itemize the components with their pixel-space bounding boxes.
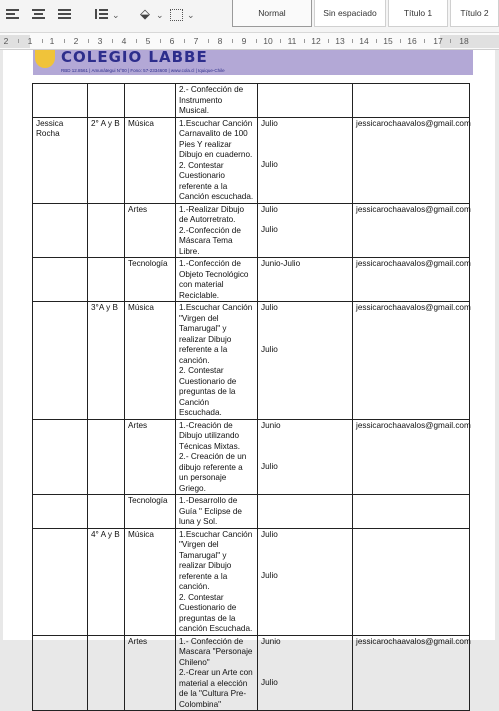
activity-item: 1.-Desarrollo de Guía " Eclipse de luna y Sol. <box>179 496 242 526</box>
table-row <box>33 302 470 420</box>
ruler-tick <box>64 39 65 43</box>
activity-cell[interactable] <box>176 203 258 258</box>
email-cell[interactable]: jessicarochaavalos@gmail.com <box>353 258 470 302</box>
email-cell[interactable] <box>353 528 470 635</box>
school-header-banner <box>33 50 473 80</box>
ruler-number: 2 <box>73 36 79 46</box>
ruler-tick <box>304 39 305 43</box>
justify-icon[interactable] <box>58 9 72 21</box>
date-item: Junio-Julio <box>261 259 301 268</box>
chevron-down-icon[interactable]: ⌄ <box>187 10 195 20</box>
ruler-tick <box>256 39 257 43</box>
subject-cell[interactable] <box>125 84 176 118</box>
paint-bucket-icon[interactable]: ⬙ <box>140 6 150 21</box>
email-cell[interactable] <box>353 495 470 529</box>
style-no-spacing[interactable]: Sin espaciado <box>314 0 386 27</box>
date-cell[interactable] <box>258 528 353 635</box>
table-row <box>33 203 470 258</box>
line-spacing-icon[interactable] <box>94 9 108 21</box>
table-row <box>33 419 470 495</box>
activity-item: 1.-Creación de Dibujo utilizando Técnicas Mixtas. <box>179 420 240 451</box>
ruler-number: 2 <box>3 36 9 46</box>
course-cell[interactable]: 4° A y B <box>88 528 125 635</box>
date-cell[interactable] <box>258 258 353 302</box>
ruler-number: 5 <box>145 36 151 46</box>
ruler-tick <box>112 39 113 43</box>
style-heading-1[interactable]: Título 1 <box>388 0 448 27</box>
teacher-cell[interactable]: Jessica Rocha <box>33 117 88 203</box>
header-address: RBD 12.8561 | Amunátegui N°00 | Fono: 57-2334600 | www.cola.cl | Iquique-Chile <box>61 68 225 73</box>
ruler-number: 1 <box>27 36 33 46</box>
teacher-cell[interactable] <box>33 302 88 420</box>
ruler-tick <box>136 39 137 43</box>
date-item: Julio <box>261 529 278 539</box>
teacher-cell[interactable] <box>33 419 88 495</box>
style-heading-2[interactable]: Título 2 <box>450 0 499 27</box>
ruler-tick <box>280 39 281 43</box>
ruler-number: 13 <box>335 36 345 46</box>
activity-item: 2. Contestar Cuestionario de preguntas de la canción Escuchada. <box>179 592 253 633</box>
ruler-tick <box>184 39 185 43</box>
subject-cell[interactable]: Música <box>125 528 176 635</box>
activity-item: 1.-Realizar Dibujo de Autorretrato. <box>179 204 245 224</box>
ruler-number: 9 <box>241 36 247 46</box>
table-row <box>33 528 470 635</box>
date-item: Julio <box>261 344 278 354</box>
email-cell[interactable] <box>353 84 470 118</box>
header-title: COLEGIO LABBE <box>61 48 208 66</box>
date-item: Julio <box>261 160 278 169</box>
date-cell[interactable] <box>258 419 353 495</box>
subject-cell[interactable]: Tecnología <box>125 495 176 529</box>
date-item: Junio <box>261 420 281 430</box>
activity-item: 2.- Confección de Instrumento Musical. <box>179 85 244 115</box>
ruler-tick <box>450 39 451 43</box>
ruler-number: 3 <box>97 36 103 46</box>
chevron-down-icon[interactable]: ⌄ <box>156 10 164 20</box>
teacher-cell[interactable] <box>33 528 88 635</box>
activity-cell[interactable] <box>176 419 258 495</box>
activity-cell[interactable] <box>176 258 258 302</box>
ruler-number: 1 <box>49 36 55 46</box>
ruler-tick <box>232 39 233 43</box>
activity-item: 1.- Confección de Mascara "Personaje Chileno" <box>179 636 253 667</box>
date-item: Junio <box>261 636 281 646</box>
activity-cell[interactable] <box>176 528 258 635</box>
activity-item: 2.-Confección de Máscara Tema Libre. <box>179 225 241 256</box>
date-item: Julio <box>261 225 278 234</box>
date-cell[interactable] <box>258 84 353 118</box>
ruler-number: 12 <box>311 36 321 46</box>
align-center-icon[interactable] <box>32 9 46 21</box>
formatting-toolbar <box>0 0 499 33</box>
email-cell[interactable]: jessicarochaavalos@gmail.com <box>353 203 470 258</box>
date-cell[interactable] <box>258 117 353 203</box>
ruler-number: 11 <box>287 36 297 46</box>
table-row <box>33 635 470 711</box>
ruler-number: 15 <box>383 36 393 46</box>
document-page[interactable] <box>3 48 495 709</box>
course-cell[interactable] <box>88 84 125 118</box>
teacher-cell[interactable] <box>33 258 88 302</box>
chevron-down-icon[interactable]: ⌄ <box>112 10 120 20</box>
ruler-tick <box>400 39 401 43</box>
ruler-tick <box>18 39 19 43</box>
date-item: Julio <box>261 462 278 471</box>
activity-cell[interactable] <box>176 635 258 711</box>
email-cell[interactable]: jessicarochaavalos@gmail.com <box>353 419 470 495</box>
ruler-number: 8 <box>217 36 223 46</box>
ruler-tick <box>376 39 377 43</box>
ruler-number: 14 <box>359 36 369 46</box>
email-cell[interactable]: jessicarochaavalos@gmail.com <box>353 302 470 420</box>
align-left-icon[interactable] <box>6 9 20 21</box>
ruler-number: 16 <box>407 36 417 46</box>
ruler-tick <box>160 39 161 43</box>
subject-cell[interactable]: Artes <box>125 635 176 711</box>
borders-icon[interactable] <box>170 9 183 21</box>
course-cell[interactable] <box>88 635 125 711</box>
activity-item: 1.Escuchar Canción Carnavalito de 100 Pies Y realizar Dibujo en cuaderno. <box>179 118 253 159</box>
course-cell[interactable] <box>88 258 125 302</box>
subject-cell[interactable]: Artes <box>125 419 176 495</box>
subject-cell[interactable]: Artes <box>125 203 176 258</box>
teacher-cell[interactable] <box>33 84 88 118</box>
activity-cell[interactable] <box>176 84 258 118</box>
activity-item: 1.-Confección de Objeto Tecnológico con material Reciclable. <box>179 259 249 300</box>
ruler-tick <box>328 39 329 43</box>
activity-cell[interactable] <box>176 495 258 529</box>
date-cell[interactable] <box>258 635 353 711</box>
activity-item: 2. Contestar Cuestionario referente a la Canción escuchada. <box>179 160 254 201</box>
subject-cell[interactable]: Tecnología <box>125 258 176 302</box>
date-item: Julio <box>261 204 278 214</box>
table-row <box>33 258 470 302</box>
course-cell[interactable]: 3°A y B <box>88 302 125 420</box>
table-row <box>33 84 470 118</box>
date-item: Julio <box>261 118 278 128</box>
teacher-cell[interactable] <box>33 203 88 258</box>
teacher-cell[interactable] <box>33 635 88 711</box>
ruler-tick <box>88 39 89 43</box>
teacher-cell[interactable] <box>33 495 88 529</box>
activity-item: 1.Escuchar Canción "Virgen del Tamarugal" y realizar Dibujo referente a la canción. <box>179 303 253 365</box>
course-cell[interactable]: 2° A y B <box>88 117 125 203</box>
activity-item: 2.- Creación de un dibujo referente a un personaje Griego. <box>179 452 247 493</box>
email-cell[interactable]: jessicarochaavalos@gmail.com <box>353 117 470 203</box>
date-item: Julio <box>261 678 278 687</box>
ruler-number: 10 <box>263 36 273 46</box>
email-cell[interactable]: jessicarochaavalos@gmail.com <box>353 635 470 711</box>
date-cell[interactable] <box>258 302 353 420</box>
ruler-number: 17 <box>433 36 443 46</box>
course-cell[interactable] <box>88 419 125 495</box>
activity-cell[interactable] <box>176 117 258 203</box>
table-row <box>33 495 470 529</box>
style-normal[interactable]: Normal <box>232 0 312 27</box>
date-item: Julio <box>261 303 278 312</box>
ruler-number: 18 <box>459 36 469 46</box>
course-cell[interactable] <box>88 203 125 258</box>
date-item: Julio <box>261 571 278 580</box>
ruler-tick <box>208 39 209 43</box>
course-cell[interactable] <box>88 495 125 529</box>
activity-item: 1.Escuchar Canción "Virgen del Tamarugal" y realizar Dibujo referente a la canción. <box>179 529 253 591</box>
ruler-tick <box>424 39 425 43</box>
subject-cell[interactable]: Música <box>125 117 176 203</box>
ruler-number: 6 <box>169 36 175 46</box>
activity-item: 2.-Crear un Arte con material a elección de la "Cultura Pre-Colombina" <box>179 668 253 709</box>
activity-cell[interactable] <box>176 302 258 420</box>
ruler-number: 7 <box>193 36 199 46</box>
activity-item: 2. Contestar Cuestionario de preguntas de la Canción Escuchada. <box>179 366 237 417</box>
date-cell[interactable] <box>258 203 353 258</box>
ruler-number: 4 <box>121 36 127 46</box>
ruler-tick <box>42 39 43 43</box>
table-row <box>33 117 470 203</box>
date-cell[interactable] <box>258 495 353 529</box>
subject-cell[interactable]: Música <box>125 302 176 420</box>
ruler-tick <box>352 39 353 43</box>
activities-table <box>32 83 470 711</box>
